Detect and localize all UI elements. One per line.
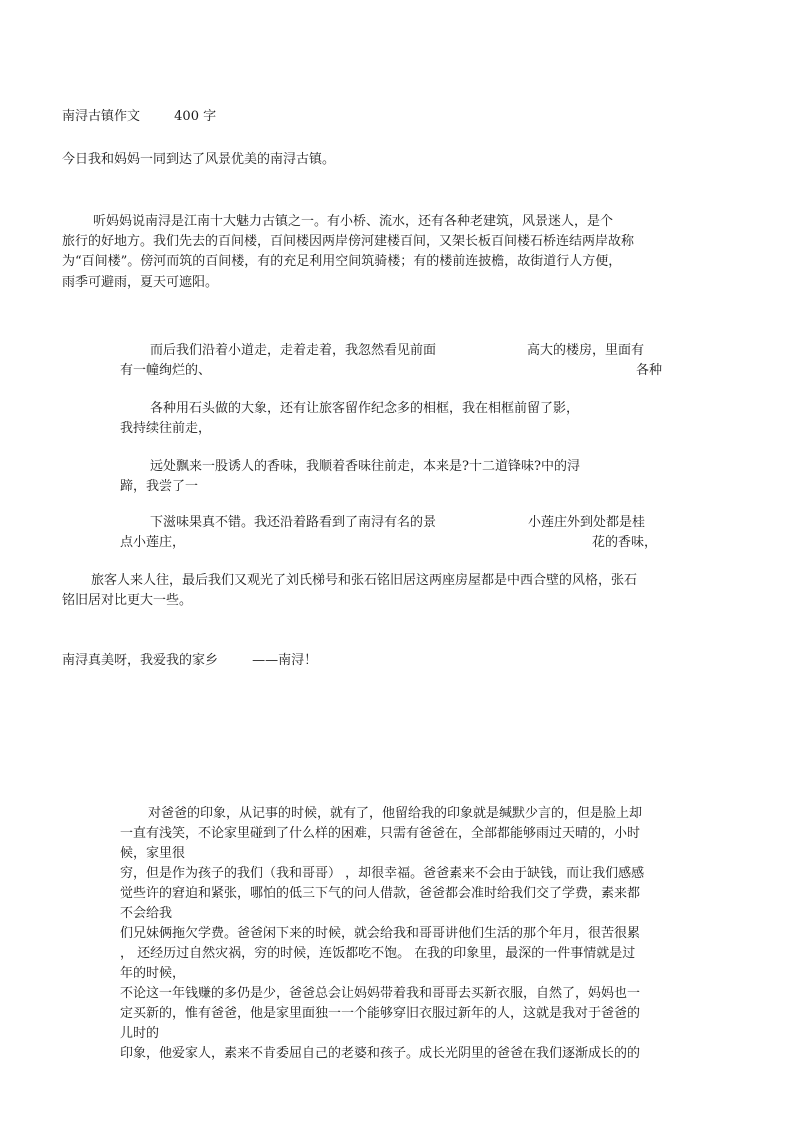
p2-line-2: 铭旧居对比更大一些。 — [62, 593, 193, 608]
b3-line-1: 远处飘来一股诱人的香味，我顺着香味往前走，本来是?十二道锋味?中的浔 — [150, 459, 580, 474]
essay-title — [62, 107, 216, 127]
b4-line-1a: 下滋味果真不错。我还沿着路看到了南浔有名的景 — [150, 515, 437, 530]
b4-line-1b: 小莲庄外到处都是桂 — [528, 515, 646, 530]
intro-line: 今日我和妈妈一同到达了风景优美的南浔古镇。 — [62, 152, 336, 167]
p1-line-3: 为“百间楼”。傍河而筑的百间楼，有的充足利用空间筑骑楼；有的楼前连披檐，故街道行人方便， — [62, 254, 622, 269]
p3-line-5: 觉些许的窘迫和紧张，哪怕的低三下气的问人借款，爸爸都会准时给我们交了学费，素来都 — [120, 886, 641, 901]
p1-line-4: 雨季可避雨，夏天可遮阳。 — [62, 275, 219, 290]
closing-line — [62, 651, 317, 671]
p1-line-1: 听妈妈说南浔是江南十大魅力古镇之一。有小桥、流水，还有各种老建筑，风景迷人，是个 — [93, 214, 614, 229]
b2-line-2: 我持续往前走， — [120, 421, 212, 436]
p3-line-8: ， 还经历过自然灾祸，穷的时候，连饭都吃不饱。 在我的印象里，最深的一件事情就是过 — [120, 946, 636, 961]
p3-line-10: 不论这一年钱赚的多仍是少，爸爸总会让妈妈带着我和哥哥去买新衣服，自然了，妈妈也一 — [120, 986, 641, 1001]
closing-signature: ——南浔！ — [252, 653, 318, 668]
p3-line-11: 定买新的，惟有爸爸，他是家里面独一一个能够穿旧衣服过新年的人，这就是我对于爸爸的 — [120, 1006, 641, 1021]
b2-line-1: 各种用石头做的大象，还有让旅客留作纪念多的相框，我在相框前留了影， — [150, 401, 580, 416]
b4-line-2b: 花的香味， — [592, 535, 658, 550]
p3-line-1: 对爸爸的印象，从记事的时候，就有了，他留给我的印象就是缄默少言的，但是脸上却 — [148, 806, 643, 821]
p1-line-2: 旅行的好地方。我们先去的百间楼，百间楼因两岸傍河建楼百间，又架长板百间楼石桥连结两岸故称 — [62, 234, 635, 249]
p3-line-13: 印象，他爱家人，素来不肯委屈自己的老婆和孩子。成长光阴里的爸爸在我们逐渐成长的的 — [120, 1046, 641, 1061]
p3-line-12: 儿时的 — [120, 1026, 160, 1041]
closing-text: 南浔真美呀，我爱我的家乡 — [62, 653, 219, 668]
p3-line-3: 候，家里很 — [120, 846, 186, 861]
p3-line-4: 穷，但是作为孩子的我们（我和哥哥） ，却很幸福。爸爸素来不会由于缺钱，而让我们感感 — [120, 866, 645, 881]
p3-line-2: 一直有浅笑，不论家里碰到了什么样的困难，只需有爸爸在，全部都能够雨过天晴的，小时 — [120, 826, 641, 841]
p3-line-9: 年的时候， — [120, 966, 186, 981]
b1-line-1b: 高大的楼房，里面有 — [527, 343, 645, 358]
b4-line-2a: 点小莲庄， — [120, 535, 186, 550]
title-text: 南浔古镇作文 — [62, 109, 141, 124]
b3-line-2: 蹄，我尝了一 — [120, 479, 199, 494]
b1-line-2b: 各种 — [636, 363, 663, 378]
p3-line-7: 们兄妹俩拖欠学费。爸爸闲下来的时候，就会给我和哥哥讲他们生活的那个年月，很苦很累 — [120, 926, 641, 941]
b1-line-1a: 而后我们沿着小道走，走着走着，我忽然看见前面 — [150, 343, 437, 358]
p2-line-1: 旅客人来人往，最后我们又观光了刘氏梯号和张石铭旧居这两座房屋都是中西合壁的风格，张石 — [91, 573, 638, 588]
p3-line-6: 不会给我 — [120, 906, 173, 921]
b1-line-2a: 有一幢绚烂的、 — [120, 363, 212, 378]
word-count: 400 字 — [174, 109, 217, 124]
